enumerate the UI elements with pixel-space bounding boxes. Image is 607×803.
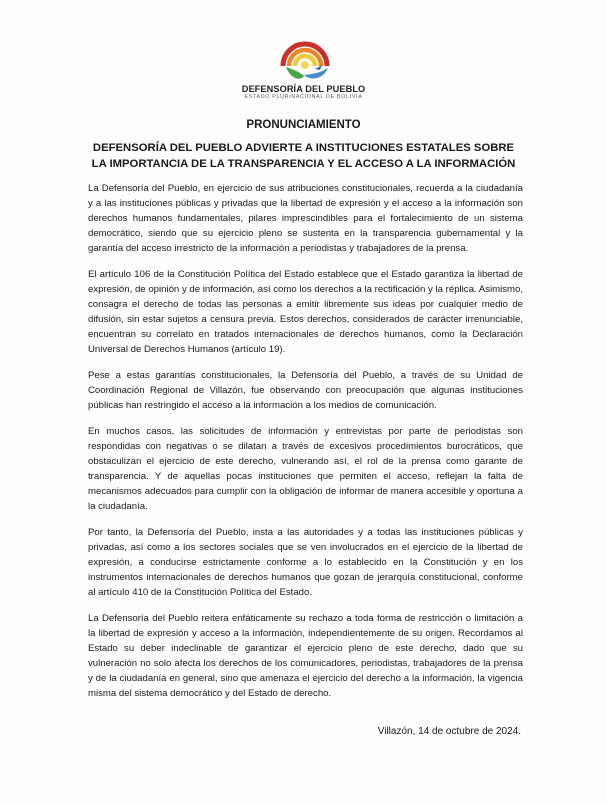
paragraph-6: La Defensoría del Pueblo reitera enfáticamente su rechazo a toda forma de restricción o limitación a la libertad de expresión y acceso a la información, independientemente de su origen. Recordamos al Estado su deber indeclinable de garantizar el ejercicio pleno de este derecho, dado que su vulneración no solo afecta los derechos de los comunicadores, periodistas, trabajadores de la prensa y de la ciudadanía en general, sino que amenaza el ejercicio del derecho a la información, la vigencia misma del sistema democrático y del Estado de derecho. (88, 613, 523, 699)
document-body (88, 181, 523, 712)
paragraph-4: En muchos casos, las solicitudes de información y entrevistas por parte de periodistas son respondidas con negativas o se dilatan a través de excesivos procedimientos burocráticos, que obstaculizan el ejercicio de este derecho, vulnerando así, el rol de la prensa como garante de transparencia. Y de aquellas pocas instituciones que permiten el acceso, reflejan la falta de mecanismos adecuados para cumplir con la obligación de informar de manera accesible y oportuna a la ciudadanía. (88, 426, 523, 512)
paragraph-1: La Defensoría del Pueblo, en ejercicio de sus atribuciones constitucionales, recuerda a la ciudadanía y a las instituciones públicas y privadas que la libertad de expresión y el acceso a la información son derechos humanos fundamentales, pilares imprescindibles para el fortalecimiento de un sistema democrático, siendo que su ejercicio pleno se sustenta en la transparencia gubernamental y la garantía del acceso irrestricto de la información a periodistas y trabajadores de la prensa. (88, 183, 523, 254)
defensoria-logo-icon (270, 32, 340, 84)
document-headline: DEFENSORÍA DEL PUEBLO ADVIERTE A INSTITUCIONES ESTATALES SOBRE LA IMPORTANCIA DE LA TRANSPARENCIA Y EL ACCESO A LA INFORMACIÓN (91, 142, 516, 170)
paragraph-5: Por tanto, la Defensoría del Pueblo, insta a las autoridades y a todas las instituciones públicas y privadas, así como a los sectores sociales que se ven involucrados en el ejercicio de la libertad de expresión, a conducirse estrictamente conforme a lo establecido en la Constitución y en los instrumentos internacionales de derechos humanos que gozan de jerarquía constitucional, conforme al artículo 410 de la Constitución Política del Estado. (88, 527, 523, 598)
org-name: DEFENSORÍA DEL PUEBLO (241, 84, 366, 94)
signoff-date: Villazón, 14 de octubre de 2024. (377, 726, 521, 737)
document-type-heading: PRONUNCIAMIENTO (246, 119, 361, 131)
paragraph-2: El artículo 106 de la Constitución Política del Estado establece que el Estado garantiza la libertad de expresión, de opinión y de información, así como los derechos a la rectificación y la réplica. Asimismo, consagra el derecho de todas las personas a emitir libremente sus ideas por cualquier medio de difusión, sin estar sujetos a censura previa. Estos derechos, considerados de carácter irrenunciable, encuentran su correlato en tratados internacionales de derechos humanos, como la Declaración Universal de Derechos Humanos (artículo 19). (88, 269, 523, 355)
org-tagline: ESTADO PLURINACIONAL DE BOLIVIA (244, 94, 363, 100)
paragraph-3: Pese a estas garantías constitucionales, la Defensoría del Pueblo, a través de su Unidad de Coordinación Regional de Villazón, fue observando con preocupación que algunas instituciones públicas han restringido el acceso a la información a los medios de comunicación. (88, 370, 523, 411)
